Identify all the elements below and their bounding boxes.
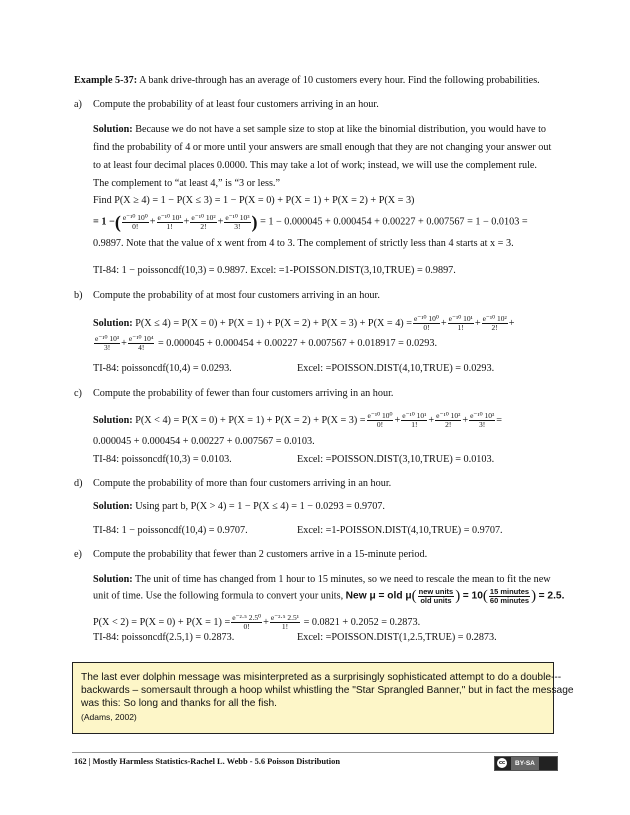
close-paren: ) bbox=[531, 588, 537, 604]
close-paren: ) bbox=[251, 212, 258, 232]
fraction-numerator: e⁻¹⁰ 10² bbox=[482, 314, 507, 324]
fraction-denominator: old units bbox=[420, 595, 452, 605]
fraction-denominator: 0! bbox=[132, 221, 139, 231]
fraction-denominator: 3! bbox=[234, 221, 241, 231]
fraction-q1 bbox=[270, 614, 300, 631]
fraction-p3 bbox=[469, 412, 495, 429]
part-c-question: Compute the probability of fewer than four customers arriving in an hour. bbox=[93, 388, 394, 399]
part-d-excel: Excel: =1-POISSON.DIST(4,10,TRUE) = 0.9707. bbox=[297, 525, 503, 536]
rescale-result: = 2.5. bbox=[538, 590, 565, 602]
part-e-letter: e) bbox=[74, 549, 82, 560]
fraction-q0 bbox=[231, 614, 262, 631]
quote-line3: was this: So long and thanks for all the fish. bbox=[81, 698, 277, 709]
part-d-ti84: TI-84: 1 − poissoncdf(10,4) = 0.9707. bbox=[93, 525, 248, 536]
solution-text: unit of time. Use the following formula to convert your units, bbox=[93, 590, 344, 602]
fraction-numerator: e⁻¹⁰ 10³ bbox=[470, 411, 495, 421]
solution-label: Solution: bbox=[93, 574, 133, 585]
fraction-p4 bbox=[128, 335, 155, 352]
fraction-numerator: e⁻¹⁰ 10³ bbox=[225, 212, 250, 222]
part-d-question: Compute the probability of more than four customers arriving in an hour. bbox=[93, 478, 392, 489]
part-b-letter: b) bbox=[74, 290, 83, 301]
part-e-excel: Excel: =POISSON.DIST(1,2.5,TRUE) = 0.2873. bbox=[297, 632, 497, 643]
fraction-p2 bbox=[482, 315, 508, 332]
quote-box bbox=[72, 662, 574, 734]
part-b-question: Compute the probability of at most four customers arriving in an hour. bbox=[93, 290, 380, 301]
part-e-solution-line3: P(X < 2) = P(X = 0) + P(X = 1) = $\frac{\text{e⁻²·⁵ 2.5⁰}}{0!}$ + $\frac{\text{e⁻²·⁵ 2.5¹}}{1!}$ = 0.0821 + 0.2052 = 0.2873. bbox=[93, 613, 421, 632]
fraction-numerator: e⁻¹⁰ 10¹ bbox=[402, 411, 427, 421]
quote-citation: (Adams, 2002) bbox=[81, 712, 137, 722]
fraction-denominator: 2! bbox=[445, 420, 452, 430]
fraction-p2 bbox=[435, 412, 461, 429]
formula-tail: = 1 − 0.000045 + 0.000454 + 0.00227 + 0.007567 = 1 − 0.0103 = bbox=[257, 216, 528, 228]
solution-text: Using part b, P(X > 4) = 1 − P(X ≤ 4) = 1 − 0.0293 = 0.9707. bbox=[132, 501, 385, 512]
part-a-solution-line2: find the probability of 4 or more until your answers are small enough that they are not changing your answer out bbox=[93, 142, 552, 153]
fraction-p1 bbox=[157, 214, 183, 231]
part-a-conclusion: 0.9897. Note that the value of x went from 4 to 3. The complement of strictly less than 4 starts at x = 3. bbox=[93, 238, 514, 249]
open-paren: ( bbox=[114, 212, 121, 232]
fraction-numerator: e⁻¹⁰ 10⁰ bbox=[367, 411, 393, 421]
page-footer: 162 | Mostly Harmless Statistics-Rachel L. Webb - 5.6 Poisson Distribution bbox=[74, 757, 340, 766]
rescale-formula-lead: New μ = old μ bbox=[345, 590, 412, 602]
fraction-p0 bbox=[413, 315, 440, 332]
creative-commons-icon: cc bbox=[498, 760, 506, 766]
part-c-excel: Excel: =POISSON.DIST(3,10,TRUE) = 0.0103. bbox=[297, 454, 495, 465]
part-d-solution bbox=[93, 501, 385, 513]
solution-text: P(X < 4) = P(X = 0) + P(X = 1) + P(X = 2) + P(X = 3) = bbox=[132, 415, 366, 426]
fraction-denominator: 2! bbox=[200, 221, 207, 231]
part-e-question: Compute the probability that fewer than 2 customers arrive in a 15-minute period. bbox=[93, 549, 428, 560]
solution-label: Solution: bbox=[93, 415, 133, 426]
fraction-numerator: e⁻¹⁰ 10⁰ bbox=[413, 314, 439, 324]
part-a-letter: a) bbox=[74, 99, 82, 110]
solution-text: The unit of time has changed from 1 hour to 15 minutes, so we need to rescale the mean to fit the new bbox=[132, 574, 551, 585]
fraction-numerator: e⁻¹⁰ 10¹ bbox=[448, 314, 473, 324]
license-badge[interactable] bbox=[494, 756, 558, 771]
formula-lead: = 1 − bbox=[93, 216, 115, 228]
fraction-denominator: 1! bbox=[457, 323, 464, 333]
solution-label: Solution: bbox=[93, 501, 133, 512]
fraction-numerator: new units bbox=[418, 586, 454, 596]
part-b-solution-line1: Solution: P(X ≤ 4) = P(X = 0) + P(X = 1) + P(X = 2) + P(X = 3) + P(X = 4) = $\frac{\text{e⁻¹⁰ 10⁰}}{0!}$ + $\frac{\text{e⁻¹⁰ 10¹}}{1!}$ + $\frac{\text{e⁻¹⁰ 10²}}{2!}$ + bbox=[93, 314, 515, 333]
example-label: Example 5-37: bbox=[74, 75, 138, 86]
fraction-numerator: e⁻¹⁰ 10² bbox=[436, 411, 461, 421]
part-c-solution-line1: Solution: P(X < 4) = P(X = 0) + P(X = 1) + P(X = 2) + P(X = 3) = $\frac{\text{e⁻¹⁰ 10⁰}}{0!}$ + $\frac{\text{e⁻¹⁰ 10¹}}{1!}$ + $\frac{\text{e⁻¹⁰ 10²}}{2!}$ + $\frac{\text{e⁻¹⁰ 10³}}{3!}$ = bbox=[93, 411, 502, 430]
part-c-ti84: TI-84: poissoncdf(10,3) = 0.0103. bbox=[93, 454, 232, 465]
fraction-denominator: 0! bbox=[243, 622, 250, 632]
fraction-p1 bbox=[401, 412, 427, 429]
fraction-numerator: e⁻¹⁰ 10¹ bbox=[157, 212, 182, 222]
part-a-formula: = 1 −( $\frac{\text{e⁻¹⁰ 10⁰}}{0!}$ + $\frac{\text{e⁻¹⁰ 10¹}}{1!}$ + $\frac{\text{e⁻¹⁰ 10²}}{2!}$ + $\frac{\text{e⁻¹⁰ 10³}}{3!}$ ) = 1 − 0.000045 + 0.000454 + 0.00227 + 0.007567 = 1 − 0.0103 = bbox=[93, 212, 528, 232]
part-c-letter: c) bbox=[74, 388, 82, 399]
part-a-solution-line4: The complement to “at least 4,” is “3 or less.” bbox=[93, 178, 280, 189]
solution-label: Solution: bbox=[93, 318, 133, 329]
fraction-denominator: 1! bbox=[166, 221, 173, 231]
fraction-numerator: e⁻¹⁰ 10⁰ bbox=[122, 212, 148, 222]
fraction-numerator: e⁻¹⁰ 10² bbox=[191, 212, 216, 222]
fraction-p0 bbox=[122, 214, 149, 231]
quote-line1: The last ever dolphin message was misinterpreted as a surprisingly sophisticated attempt to do a double--- bbox=[81, 672, 562, 683]
part-c-solution-line2: 0.000045 + 0.000454 + 0.00227 + 0.007567 = 0.0103. bbox=[93, 436, 315, 447]
solution-text: P(X < 2) = P(X = 0) + P(X = 1) = bbox=[93, 617, 231, 628]
quote-line2: backwards – somersault through a hoop whilst whistling the "Star Sprangled Banner," but in fact the message bbox=[81, 685, 574, 696]
part-e-solution-line2 bbox=[93, 584, 564, 608]
fraction-p2 bbox=[190, 214, 216, 231]
fraction-denominator: 1! bbox=[281, 622, 289, 632]
fraction-denominator: 60 minutes bbox=[489, 595, 530, 605]
fraction-p1 bbox=[448, 315, 474, 332]
solution-label: Solution: bbox=[93, 124, 133, 135]
open-paren: ( bbox=[411, 588, 417, 604]
part-a-solution-line3: to at least four decimal places 0.0000. This may take a lot of work; instead, we will use the complement rule. bbox=[93, 160, 537, 171]
open-paren: ( bbox=[482, 588, 488, 604]
fraction-numerator: e⁻¹⁰ 10³ bbox=[95, 334, 120, 344]
fraction-denominator: 2! bbox=[491, 323, 498, 333]
fraction-numerator: 15 minutes bbox=[489, 586, 530, 596]
fraction-numerator: e⁻¹⁰ 10⁴ bbox=[128, 334, 154, 344]
fraction-denominator: 4! bbox=[138, 343, 145, 353]
solution-text: Because we do not have a set sample size to stop at like the binomial distribution, you would have to bbox=[132, 124, 546, 135]
close-paren: ) bbox=[455, 588, 461, 604]
fraction-p0 bbox=[367, 412, 394, 429]
part-d-letter: d) bbox=[74, 478, 83, 489]
rescale-equals-10: = 10 bbox=[462, 590, 483, 602]
license-label: BY-SA bbox=[511, 757, 539, 770]
solution-tail: = 0.0821 + 0.2052 = 0.2873. bbox=[301, 617, 421, 628]
example-text: A bank drive-through has an average of 10 customers every hour. Find the following probabilities. bbox=[137, 75, 540, 86]
part-a-question: Compute the probability of at least four customers arriving in an hour. bbox=[93, 99, 379, 110]
part-e-ti84: TI-84: poissoncdf(2.5,1) = 0.2873. bbox=[93, 632, 235, 643]
part-b-ti84: TI-84: poissoncdf(10,4) = 0.0293. bbox=[93, 363, 232, 374]
solution-text: P(X ≤ 4) = P(X = 0) + P(X = 1) + P(X = 2) + P(X = 3) + P(X = 4) = bbox=[132, 318, 412, 329]
part-a-solution-line5: Find P(X ≥ 4) = 1 − P(X ≤ 3) = 1 − P(X = 0) + P(X = 1) + P(X = 2) + P(X = 3) bbox=[93, 195, 415, 206]
units-fraction bbox=[418, 588, 455, 605]
footer-divider bbox=[72, 752, 558, 753]
fraction-denominator: 1! bbox=[411, 420, 418, 430]
fraction-denominator: 0! bbox=[376, 420, 384, 430]
fraction-p3 bbox=[224, 214, 250, 231]
fraction-denominator: 3! bbox=[103, 343, 111, 353]
fraction-denominator: 3! bbox=[479, 420, 486, 430]
part-a-solution-line1 bbox=[93, 124, 546, 136]
fraction-denominator: 0! bbox=[423, 323, 430, 333]
part-a-calculator: TI-84: 1 − poissoncdf(10,3) = 0.9897. Excel: =1-POISSON.DIST(3,10,TRUE) = 0.9897. bbox=[93, 265, 456, 276]
solution-tail: = 0.000045 + 0.000454 + 0.00227 + 0.007567 + 0.018917 = 0.0293. bbox=[155, 338, 437, 349]
part-b-excel: Excel: =POISSON.DIST(4,10,TRUE) = 0.0293. bbox=[297, 363, 495, 374]
fraction-numerator: e⁻²·⁵ 2.5⁰ bbox=[232, 613, 262, 623]
fraction-numerator: e⁻²·⁵ 2.5¹ bbox=[270, 613, 300, 623]
fraction-p3 bbox=[94, 335, 120, 352]
example-heading bbox=[74, 75, 540, 87]
minutes-fraction bbox=[489, 588, 530, 605]
part-b-solution-line2: $\frac{\text{e⁻¹⁰ 10³}}{3!}$ + $\frac{\text{e⁻¹⁰ 10⁴}}{4!}$ = 0.000045 + 0.000454 + 0.00227 + 0.007567 + 0.018917 = 0.0293. bbox=[95, 334, 437, 353]
